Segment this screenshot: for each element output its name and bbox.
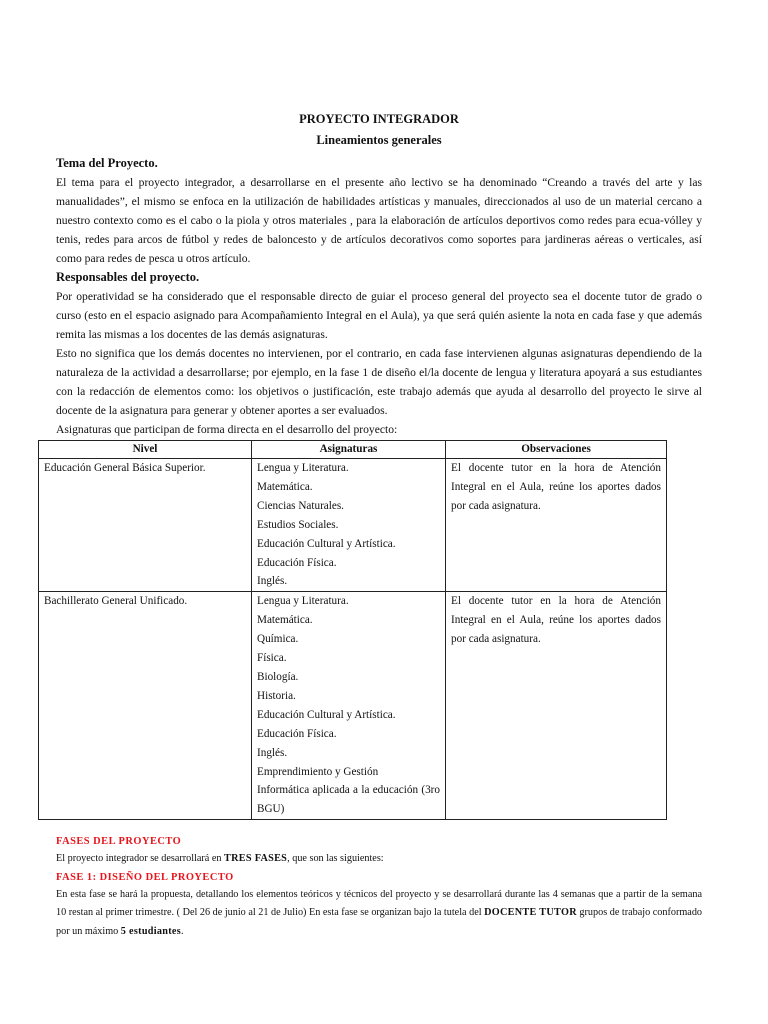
phases-section bbox=[56, 834, 702, 941]
observaciones-cell: El docente tutor en la hora de Atención Integral en el Aula, reúne los aportes dados por cada asignatura. bbox=[446, 459, 667, 592]
phases-heading: FASES DEL PROYECTO bbox=[56, 836, 182, 847]
phase1-text: En esta fase se hará la propuesta, detallando los elementos teóricos y técnicos del proyecto y se desarrollará durante las 4 semanas que a partir de la semana 10 restan al primer trimestre. ( Del 26 de junio al 21 de Julio) En esta fase se organizan bajo la tutela del bbox=[56, 888, 702, 918]
phase1-paragraph bbox=[56, 886, 702, 942]
table-header-row bbox=[39, 441, 667, 459]
phases-intro-text-end: , que son las siguientes: bbox=[287, 853, 384, 864]
subject-item: Informática aplicada a la educación (3ro BGU) bbox=[257, 784, 440, 816]
nivel-cell: Bachillerato General Unificado. bbox=[39, 592, 252, 820]
responsables-paragraph-1: Por operatividad se ha considerado que el responsable directo de guiar el proceso general del proyecto sea el docente tutor de grado o curso (esto en el espacio asignado para Acompañamiento Integral en el Aula), ya que será quién asiente la nota en cada fase y que además remita las mismas a los docentes de las demás asignaturas. bbox=[56, 290, 702, 341]
tema-paragraph: El tema para el proyecto integrador, a desarrollarse en el presente año lectivo se ha denominado “Creando a través del arte y las manualidades”, el mismo se enfoca en la utilización de habilidades artísticas y manuales, direccionados al uso de un material cercano a nuestro contexto como es el cabo o la piola y otros materiales , para la elaboración de artículos deportivos como redes para ecua-vólley y tenis, redes para arcos de fútbol y redes de baloncesto y de artículos decorativos como soportes para jardineras aéreas o verticales, así como para redes de pesca u otros artículo. bbox=[56, 176, 702, 265]
subject-item: Educación Cultural y Artística. bbox=[257, 537, 396, 550]
phases-count-emphasis: TRES FASES bbox=[224, 853, 288, 864]
table-intro: Asignaturas que participan de forma directa en el desarrollo del proyecto: bbox=[56, 423, 398, 436]
asignaturas-cell bbox=[252, 459, 446, 592]
subject-item: Educación Física. bbox=[257, 556, 337, 569]
subject-item: Lengua y Literatura. bbox=[257, 595, 349, 608]
header-asignaturas: Asignaturas bbox=[252, 441, 446, 459]
table-row bbox=[39, 459, 667, 592]
subjects-table bbox=[38, 440, 667, 820]
subject-item: Matemática. bbox=[257, 480, 313, 493]
phases-intro bbox=[56, 850, 702, 869]
subject-item: Química. bbox=[257, 633, 299, 646]
phase1-text-end: . bbox=[181, 925, 184, 937]
phase1-docente-emphasis: DOCENTE TUTOR bbox=[484, 907, 577, 918]
phase1-students-emphasis: 5 estudiantes bbox=[120, 925, 182, 937]
subject-item: Física. bbox=[257, 652, 287, 665]
header-observaciones: Observaciones bbox=[446, 441, 667, 459]
observaciones-cell: El docente tutor en la hora de Atención Integral en el Aula, reúne los aportes dados por cada asignatura. bbox=[446, 592, 667, 820]
subject-item: Matemática. bbox=[257, 614, 313, 627]
phase1-heading: FASE 1: DISEÑO DEL PROYECTO bbox=[56, 871, 234, 883]
subject-item: Emprendimiento y Gestión bbox=[257, 765, 379, 778]
header-nivel: Nivel bbox=[39, 441, 252, 459]
subject-item: Educación Cultural y Artística. bbox=[257, 708, 396, 721]
responsables-paragraph-2: Esto no significa que los demás docentes no intervienen, por el contrario, en cada fase intervienen algunas asignaturas dependiendo de la naturaleza de la actividad a desarrollarse; por ejemplo, en la fase 1 de diseño el/la docente de lengua y literatura apoyará a sus estudiantes con la redacción de elementos como: los objetivos o justificación, este trabajo además que ayuda al desarrollo del proyecto le sirve al docente de la asignatura para generar y obtener aportes a ser evaluados. bbox=[56, 347, 702, 417]
responsables-heading: Responsables del proyecto. bbox=[56, 270, 200, 284]
phase1-text-mid: grupos de trabajo conformado por un máximo bbox=[56, 907, 703, 937]
nivel-cell: Educación General Básica Superior. bbox=[39, 459, 252, 592]
subject-item: Ciencias Naturales. bbox=[257, 499, 344, 512]
asignaturas-cell bbox=[252, 592, 446, 820]
subject-item: Educación Física. bbox=[257, 727, 337, 740]
document-subtitle: Lineamientos generales bbox=[316, 133, 442, 147]
document-title: PROYECTO INTEGRADOR bbox=[299, 112, 459, 126]
subject-item: Inglés. bbox=[257, 575, 288, 588]
tema-heading: Tema del Proyecto. bbox=[56, 156, 158, 170]
subject-item: Inglés. bbox=[257, 746, 288, 759]
subject-item: Estudios Sociales. bbox=[257, 518, 339, 531]
document-body bbox=[44, 110, 702, 820]
subject-item: Lengua y Literatura. bbox=[257, 462, 349, 474]
subject-item: Biología. bbox=[257, 670, 299, 683]
table-row bbox=[39, 592, 667, 820]
phases-intro-text: El proyecto integrador se desarrollará en bbox=[56, 853, 225, 864]
subject-item: Historia. bbox=[257, 689, 296, 702]
